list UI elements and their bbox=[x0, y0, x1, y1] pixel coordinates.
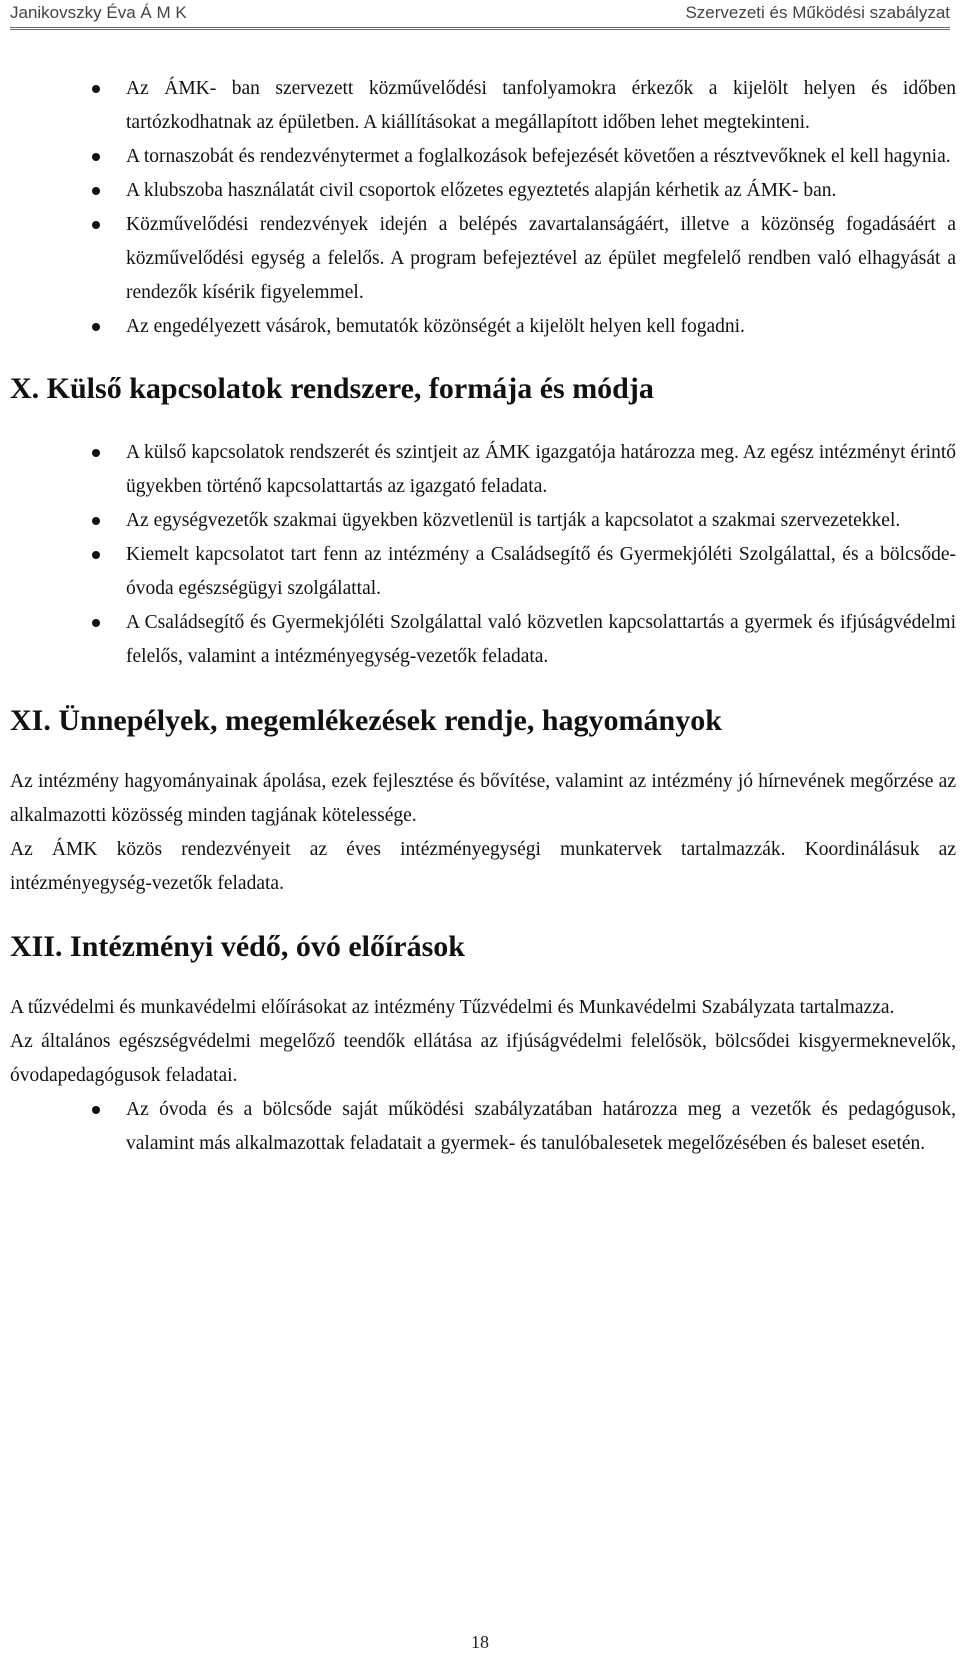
bullet-icon bbox=[92, 85, 100, 93]
list-item: A Családsegítő és Gyermekjóléti Szolgálattal való közvetlen kapcsolattartás a gyermek és ifjúságvédelmi felelős, valamint a intézményegység-vezetők feladata. bbox=[126, 606, 956, 674]
list-item: Kiemelt kapcsolatot tart fenn az intézmény a Családsegítő és Gyermekjóléti Szolgálattal, és a bölcsőde-óvoda egészségügyi szolgálattal. bbox=[126, 538, 956, 606]
safety-rules-list bbox=[10, 1093, 956, 1161]
list-item: Közművelődési rendezvények idején a belépés zavartalanságáért, illetve a közönség fogadásáért a közművelődési egység a felelős. A program befejeztével az épület megfelelő rendben való elhagyását a rendezők kísérik figyelemmel. bbox=[126, 208, 956, 310]
header-left-text: Janikovszky Éva Á M K bbox=[10, 3, 187, 22]
access-rules-list bbox=[10, 72, 956, 344]
list-item: Az egységvezetők szakmai ügyekben közvetlenül is tartják a kapcsolatot a szakmai szervezetekkel. bbox=[126, 504, 956, 538]
paragraph: Az általános egészségvédelmi megelőző teendők ellátása az ifjúságvédelmi felelősök, bölcsődei kisgyermeknevelők, óvodapedagógusok feladatai. bbox=[10, 1031, 956, 1086]
page-header bbox=[10, 0, 950, 30]
external-relations-list bbox=[10, 436, 956, 674]
list-item: A külső kapcsolatok rendszerét és szintjeit az ÁMK igazgatója határozza meg. Az egész intézményt érintő ügyekben történő kapcsolattartás az igazgató feladata. bbox=[126, 436, 956, 504]
list-item: Az ÁMK- ban szervezett közművelődési tanfolyamokra érkezők a kijelölt helyen és időben tartózkodhatnak az épületben. A kiállításokat a megállapított időben lehet megtekinteni. bbox=[126, 72, 956, 140]
bullet-icon bbox=[92, 551, 100, 559]
bullet-icon bbox=[92, 517, 100, 525]
bullet-icon bbox=[92, 323, 100, 331]
list-item: A klubszoba használatát civil csoportok előzetes egyeztetés alapján kérhetik az ÁMK- ban. bbox=[126, 174, 956, 208]
bullet-icon bbox=[92, 1106, 100, 1114]
section-heading-xi: XI. Ünnepélyek, megemlékezések rendje, hagyományok bbox=[10, 704, 722, 737]
document-body bbox=[10, 72, 956, 1161]
page-number: 18 bbox=[471, 1632, 489, 1652]
header-right-text: Szervezeti és Működési szabályzat bbox=[685, 3, 950, 22]
section-heading-xii: XII. Intézményi védő, óvó előírások bbox=[10, 930, 465, 963]
paragraph: A tűzvédelmi és munkavédelmi előírásokat az intézmény Tűzvédelmi és Munkavédelmi Szabályzata tartalmazza. bbox=[10, 997, 895, 1018]
bullet-icon bbox=[92, 221, 100, 229]
section-heading-x: X. Külső kapcsolatok rendszere, formája és módja bbox=[10, 372, 654, 405]
paragraph: Az intézmény hagyományainak ápolása, ezek fejlesztése és bővítése, valamint az intézmény jó hírnevének megőrzése az alkalmazotti közösség minden tagjának kötelessége. bbox=[10, 771, 956, 826]
bullet-icon bbox=[92, 187, 100, 195]
paragraph: Az ÁMK közös rendezvényeit az éves intézményegységi munkatervek tartalmazzák. Koordinálásuk az intézményegység-vezetők feladata. bbox=[10, 839, 956, 894]
bullet-icon bbox=[92, 449, 100, 457]
bullet-icon bbox=[92, 619, 100, 627]
list-item: Az óvoda és a bölcsőde saját működési szabályzatában határozza meg a vezetők és pedagógusok, valamint más alkalmazottak feladatait a gyermek- és tanulóbalesetek megelőzésében és baleset esetén. bbox=[126, 1093, 956, 1161]
bullet-icon bbox=[92, 153, 100, 161]
list-item: Az engedélyezett vásárok, bemutatók közönségét a kijelölt helyen kell fogadni. bbox=[126, 310, 956, 344]
list-item: A tornaszobát és rendezvénytermet a foglalkozások befejezését követően a résztvevőknek el kell hagynia. bbox=[126, 140, 956, 174]
